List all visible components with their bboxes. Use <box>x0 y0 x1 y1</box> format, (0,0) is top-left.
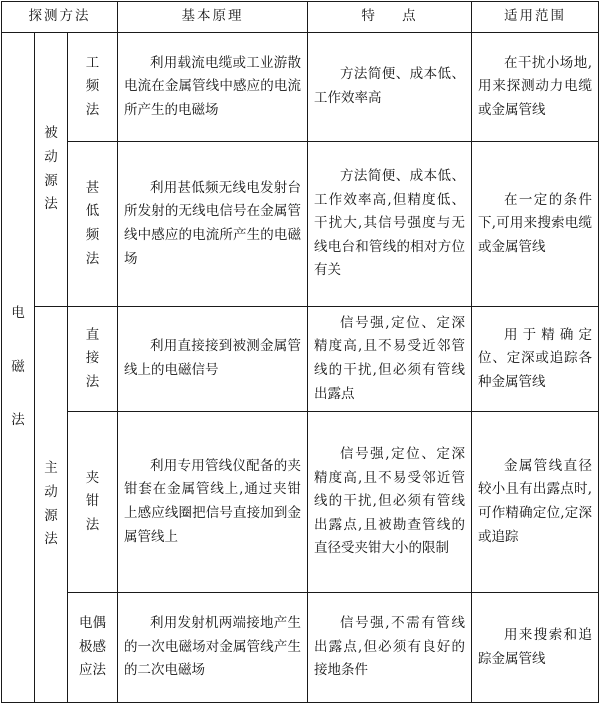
header-row <box>2 2 599 33</box>
header-principle: 基本原理 <box>118 2 308 33</box>
detection-methods-table <box>1 1 599 703</box>
principle-cell: 利用载流电缆或工业游散电流在金属管线中感应的电流所产生的电磁场 <box>118 33 308 142</box>
scope-cell: 金属管线直径较小且有出露点时,可作精确定位,定深或追踪 <box>472 412 599 593</box>
table-row <box>2 33 599 142</box>
scope-cell: 在干扰小场地,用来探测动力电缆或金属管线 <box>472 33 599 142</box>
features-cell: 方法简便、成本低、工作效率高 <box>308 33 472 142</box>
header-scope: 适用范围 <box>472 2 599 33</box>
group-passive-source: 被 动 源 法 <box>35 33 68 307</box>
features-cell: 信号强,定位、定深精度高,且不易受邻近管线的干扰,但必须有管线出露点,且被勘查管线的直径受夹钳大小的限制 <box>308 412 472 593</box>
scope-cell: 在一定的条件下,可用来搜索电缆或金属管线 <box>472 142 599 307</box>
table-row <box>2 307 599 412</box>
features-cell: 信号强,定位、定深精度高,且不易受近邻管线的干扰,但必须有管线出露点 <box>308 307 472 412</box>
principle-cell: 利用直接接到被测金属管线上的电磁信号 <box>118 307 308 412</box>
method-name: 甚 低 频 法 <box>68 142 118 307</box>
features-cell: 信号强,不需有管线出露点,但必须有良好的接地条件 <box>308 593 472 703</box>
method-name: 夹 钳 法 <box>68 412 118 593</box>
features-cell: 方法简便、成本低、工作效率高,但精度低、干扰大,其信号强度与无线电台和管线的相对方位有关 <box>308 142 472 307</box>
group-active-source: 主 动 源 法 <box>35 307 68 703</box>
table-row <box>2 412 599 593</box>
principle-cell: 利用甚低频无线电发射台所发射的无线电信号在金属管线中感应的电流所产生的电磁场 <box>118 142 308 307</box>
scope-cell: 用来搜索和追踪金属管线 <box>472 593 599 703</box>
header-method: 探测方法 <box>2 2 118 33</box>
method-name: 直 接 法 <box>68 307 118 412</box>
principle-cell: 利用专用管线仪配备的夹钳套在金属管线上,通过夹钳上感应线圈把信号直接加到金属管线上 <box>118 412 308 593</box>
category-electromagnetic: 电 磁 法 <box>2 33 35 703</box>
principle-cell: 利用发射机两端接地产生的一次电磁场对金属管线产生的二次电磁场 <box>118 593 308 703</box>
scope-cell: 用于精确定位、定深或追踪各种金属管线 <box>472 307 599 412</box>
header-features: 特 点 <box>308 2 472 33</box>
table-row <box>2 142 599 307</box>
method-name: 电偶 极感 应法 <box>68 593 118 703</box>
method-name: 工 频 法 <box>68 33 118 142</box>
table-row <box>2 593 599 703</box>
